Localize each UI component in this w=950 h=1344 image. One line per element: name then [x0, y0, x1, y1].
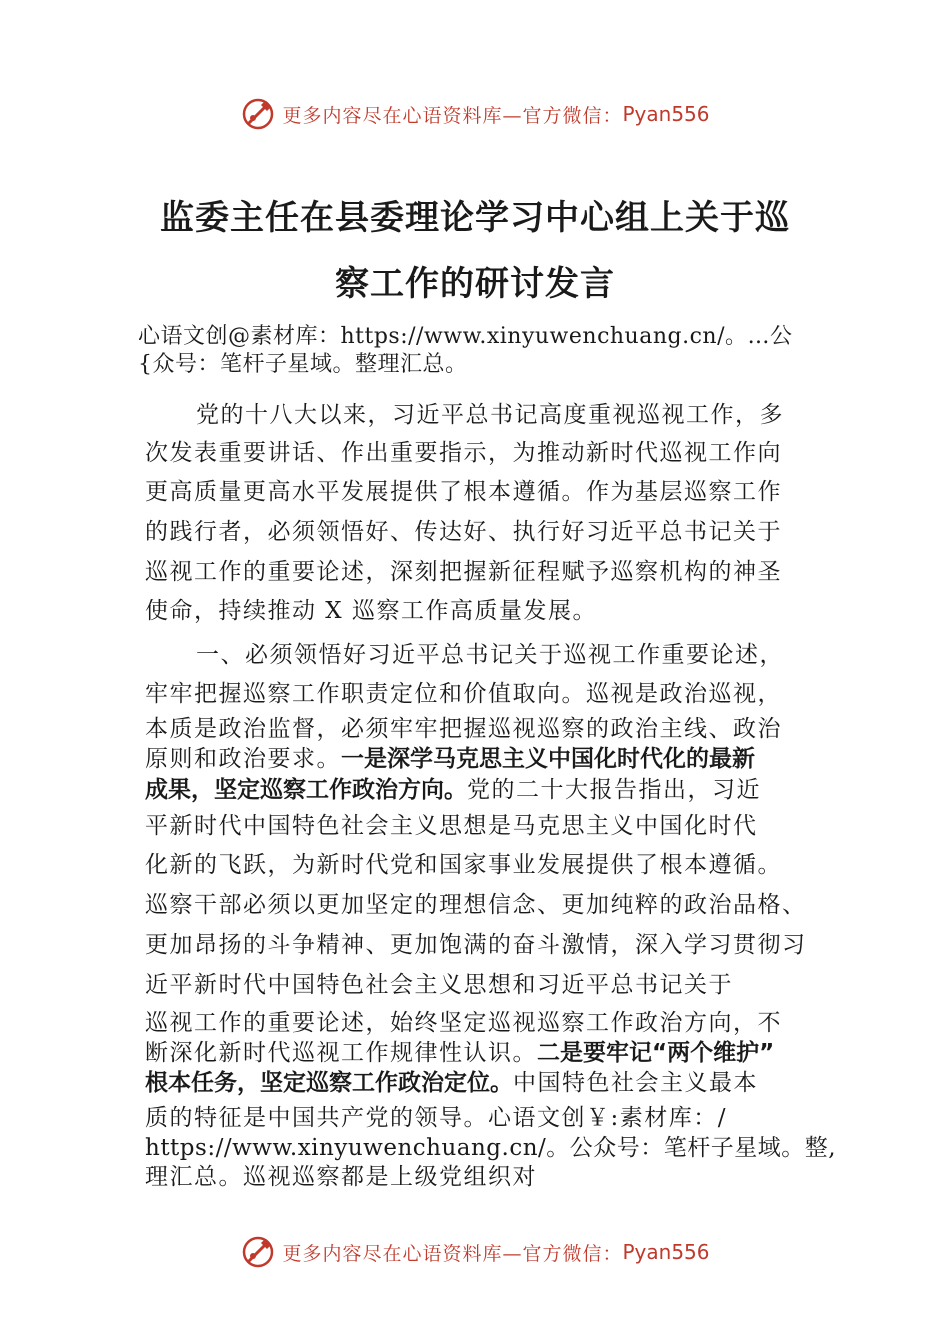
p2-line-4-plain: 原则和政治要求。 — [145, 746, 341, 772]
p2-line-5-bold: 成果，坚定巡察工作政治方向。 — [145, 777, 467, 803]
p2-line-13-plain: 中国特色社会主义最本 — [513, 1070, 758, 1096]
p1-line-4: 的践行者，必须领悟好、传达好、执行好习近平总书记关于 — [145, 519, 782, 545]
p1-line-1: 党的十八大以来，习近平总书记高度重视巡视工作，多 — [196, 402, 784, 428]
p2-line-4-bold: 一是深学马克思主义中国化时代化的最新 — [341, 746, 755, 772]
p2-line-15: https://www.xinyuwenchuang.cn/。公众号：笔杆子星域。整, — [145, 1135, 837, 1161]
banner-text: 更多内容尽在心语资料库—官方微信： — [282, 104, 623, 127]
p2-line-14: 质的特征是中国共产党的领导。心语文创￥:素材库：/ — [145, 1105, 727, 1131]
p2-line-12-plain: 断深化新时代巡视工作规律性认识。 — [145, 1040, 537, 1066]
p2-line-9: 更加昂扬的斗争精神、更加饱满的奋斗激情，深入学习贯彻习 — [145, 932, 807, 958]
banner-text: 更多内容尽在心语资料库—官方微信： — [282, 1242, 623, 1265]
p2-line-10: 近平新时代中国特色社会主义思想和习近平总书记关于 — [145, 972, 733, 998]
p1-line-3: 更高质量更高水平发展提供了根本遵循。作为基层巡察工作 — [145, 479, 782, 505]
document-title-line-2: 察工作的研讨发言 — [335, 264, 615, 304]
p2-line-7: 化新的飞跃，为新时代党和国家事业发展提供了根本遵循。 — [145, 852, 782, 878]
footer-banner — [0, 1232, 950, 1272]
p2-line-12-bold: 二是要牢记“两个维护” — [537, 1040, 775, 1066]
banner-wechat-id: Pyan556 — [622, 1240, 710, 1264]
p2-line-12 — [145, 1038, 774, 1068]
brush-logo-icon — [240, 1234, 276, 1270]
p2-line-13 — [145, 1068, 758, 1098]
banner-wechat-id: Pyan556 — [622, 102, 710, 126]
p2-line-16: 理汇总。巡视巡察都是上级党组织对 — [145, 1164, 537, 1190]
p2-line-5 — [145, 775, 761, 805]
p2-line-4 — [145, 744, 755, 774]
p2-line-13-bold: 根本任务，坚定巡察工作政治定位。 — [145, 1070, 513, 1096]
p1-line-6: 使命，持续推动 X 巡察工作高质量发展。 — [145, 598, 597, 624]
document-title-line-1: 监委主任在县委理论学习中心组上关于巡 — [160, 198, 790, 238]
p2-line-11: 巡视工作的重要论述，始终坚定巡视巡察工作政治方向，不 — [145, 1010, 782, 1036]
source-line-2: {众号：笔杆子星域。整理汇总。 — [138, 352, 468, 377]
header-banner — [0, 94, 950, 134]
p2-line-8: 巡察干部必须以更加坚定的理想信念、更加纯粹的政治品格、 — [145, 892, 807, 918]
p2-line-2: 牢牢把握巡察工作职责定位和价值取向。巡视是政治巡视， — [145, 681, 782, 707]
p1-line-5: 巡视工作的重要论述，深刻把握新征程赋予巡察机构的神圣 — [145, 559, 782, 585]
p2-line-5-plain: 党的二十大报告指出，习近 — [467, 777, 761, 803]
p1-line-2: 次发表重要讲话、作出重要指示，为推动新时代巡视工作向 — [145, 440, 782, 466]
p2-line-3: 本质是政治监督，必须牢牢把握巡视巡察的政治主线、政治 — [145, 716, 782, 742]
p2-line-1: 一、必须领悟好习近平总书记关于巡视工作重要论述， — [196, 642, 784, 668]
source-line-1: 心语文创@素材库：https://www.xinyuwenchuang.cn/。…公 — [138, 324, 793, 349]
brush-logo-icon — [240, 96, 276, 132]
p2-line-6: 平新时代中国特色社会主义思想是马克思主义中国化时代 — [145, 813, 758, 839]
